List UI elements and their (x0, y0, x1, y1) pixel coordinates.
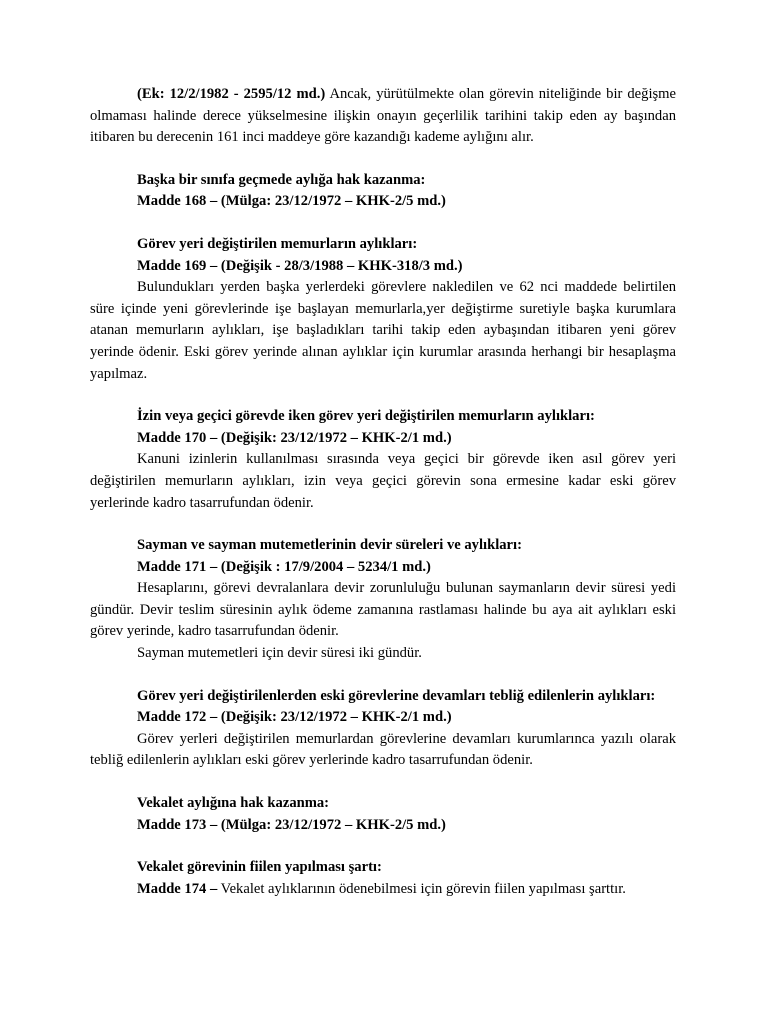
article-170-paragraph: Kanuni izinlerin kullanılması sırasında veya geçici bir görevde iken asıl görev yeri değiştirilen memurların aylıkları, izin veya geçici görevin sona ermesine kadar eski görev yerlerinde kadro tasarrufundan ödenir. (90, 451, 676, 511)
article-172-title: Madde 172 – (Değişik: 23/12/1972 – KHK-2/1 md.) (137, 709, 452, 726)
article-171-paragraph-2: Sayman mutemetleri için devir süresi iki gündür. (137, 645, 422, 662)
article-173-title: Madde 173 – (Mülga: 23/12/1972 – KHK-2/5 md.) (137, 816, 446, 833)
article-171-title: Madde 171 – (Değişik : 17/9/2004 – 5234/1 md.) (137, 558, 431, 575)
article-170-title: Madde 170 – (Değişik: 23/12/1972 – KHK-2/1 md.) (137, 429, 452, 446)
article-168-heading: Başka bir sınıfa geçmede aylığa hak kazanma: (137, 171, 426, 188)
article-174-title: Madde 174 – (137, 880, 218, 897)
article-173-heading: Vekalet aylığına hak kazanma: (137, 795, 330, 812)
article-171-heading: Sayman ve sayman mutemetlerinin devir süreleri ve aylıkları: (137, 537, 522, 554)
article-169-paragraph: Bulundukları yerden başka yerlerdeki görevlere nakledilen ve 62 nci maddede belirtilen süre içinde yeni görevlerinde işe başlayan memurlarla,yer değiştirme suretiyle başka kurumlara atanan memurların aylıkları, işe başladıkları tarihi takip eden aybaşından itibaren yeni görev yerinde ödenir. Eski görev yerinde alınan aylıklar için kurumlar arasında herhangi bir hesaplaşma yapılmaz. (90, 279, 676, 382)
intro-reference: (Ek: 12/2/1982 - 2595/12 md.) (137, 86, 326, 102)
article-171-paragraph-1: Hesaplarını, görevi devralanlara devir zorunluluğu bulunan saymanların devir süresi yedi gündür. Devir teslim süresinin aylık ödeme zamanına rastlaması halinde bu aya ait aylıkları eski görev yerinde, kadro tasarrufundan ödenir. (90, 580, 676, 640)
intro-paragraph (90, 84, 676, 149)
article-169-title: Madde 169 – (Değişik - 28/3/1988 – KHK-318/3 md.) (137, 257, 463, 274)
intro-text: Ancak, yürütülmekte olan görevin niteliğinde bir değişme olmaması halinde derece yükselmesine ilişkin onayın geçerlilik tarihini takip eden ay başından itibaren bu derecenin 161 inci maddeye göre kazandığı kademe aylığını alır. (90, 86, 677, 146)
article-174-text: Vekalet aylıklarının ödenebilmesi için görevin fiilen yapılması şarttır. (217, 880, 626, 897)
article-172-paragraph: Görev yerleri değiştirilen memurlardan görevlerine devamları kurumlarınca yazılı olarak tebliğ edilenlerin aylıkları eski görev yerlerinde kadro tasarrufundan ödenir. (90, 730, 676, 769)
article-170-heading: İzin veya geçici görevde iken görev yeri değiştirilen memurların aylıkları: (137, 408, 595, 425)
article-169-heading: Görev yeri değiştirilen memurların aylıkları: (137, 235, 418, 252)
article-174-heading: Vekalet görevinin fiilen yapılması şartı: (137, 859, 382, 876)
article-168-title: Madde 168 – (Mülga: 23/12/1972 – KHK-2/5 md.) (137, 193, 446, 210)
article-174-paragraph (90, 879, 676, 901)
article-172-heading: Görev yeri değiştirilenlerden eski görevlerine devamları tebliğ edilenlerin aylıkları: (137, 687, 656, 704)
document-body (90, 84, 676, 900)
